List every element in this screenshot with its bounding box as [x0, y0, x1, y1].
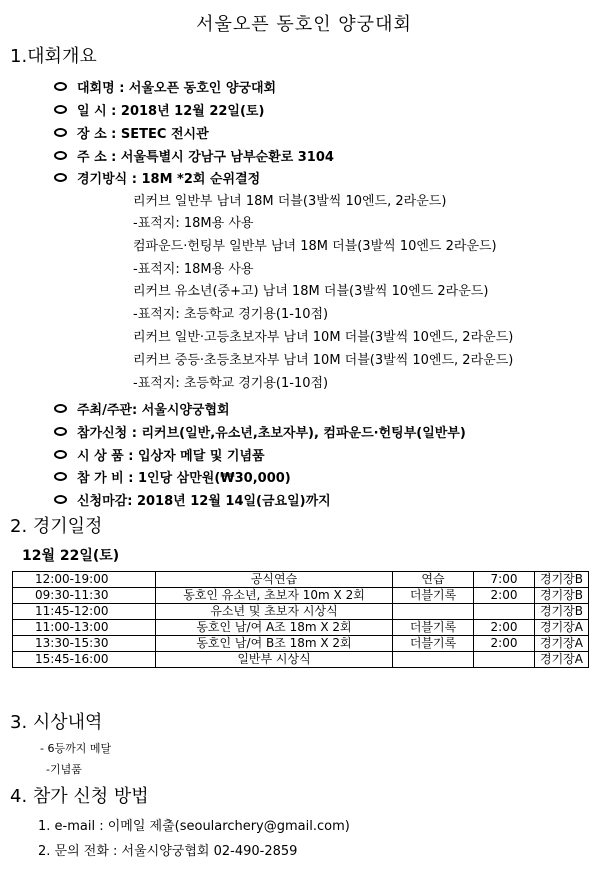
schedule-table [12, 571, 589, 668]
format-detail: -표적지: 18M용 사용 [133, 216, 254, 231]
format-detail: 리커브 일반부 남녀 18M 더블(3발씩 10엔드, 2라운드) [133, 194, 447, 209]
circle-bullet-icon [54, 128, 67, 137]
format-detail: -표적지: 초등학교 경기용(1-10점) [133, 307, 329, 322]
venue-cell: 경기장B [535, 604, 589, 620]
schedule-date: 12월 22일(토) [22, 548, 120, 564]
duration-cell: 2:00 [474, 620, 535, 636]
venue-cell: 경기장B [535, 572, 589, 588]
circle-bullet-icon [54, 173, 67, 182]
page-title: 서울오픈 동호인 양궁대회 [196, 14, 412, 35]
circle-bullet-icon [54, 82, 67, 91]
type-cell: 더블기록 [393, 620, 474, 636]
format-detail: 리커브 중등·초등초보자부 남녀 10M 더블(3발씩 10엔드, 2라운드) [133, 353, 514, 368]
table-row [13, 588, 589, 604]
event-cell: 일반부 시상식 [156, 652, 393, 668]
format-detail: -표적지: 초등학교 경기용(1-10점) [133, 376, 329, 391]
circle-bullet-icon [54, 427, 67, 436]
time-cell: 11:00-13:00 [13, 620, 156, 636]
table-row [13, 620, 589, 636]
type-cell [393, 652, 474, 668]
time-cell: 15:45-16:00 [13, 652, 156, 668]
event-cell: 공식연습 [156, 572, 393, 588]
type-cell: 연습 [393, 572, 474, 588]
duration-cell [474, 652, 535, 668]
duration-cell: 2:00 [474, 588, 535, 604]
event-cell: 동호인 유소년, 초보자 10m X 2회 [156, 588, 393, 604]
overview-item-deadline: 신청마감: 2018년 12월 14일(금요일)까지 [54, 490, 331, 509]
venue-cell: 경기장A [535, 636, 589, 652]
event-cell: 동호인 남/여 B조 18m X 2회 [156, 636, 393, 652]
time-cell: 12:00-19:00 [13, 572, 156, 588]
table-row [13, 604, 589, 620]
venue-cell: 경기장A [535, 652, 589, 668]
venue-cell: 경기장B [535, 588, 589, 604]
venue-cell: 경기장A [535, 620, 589, 636]
overview-item-prize: 시 상 품 : 입상자 메달 및 기념품 [54, 445, 265, 464]
format-detail: 리커브 일반·고등초보자부 남녀 10M 더블(3발씩 10엔드, 2라운드) [133, 330, 514, 345]
duration-cell: 2:00 [474, 636, 535, 652]
apply-phone-line: 2. 문의 전화 : 서울시양궁협회 02-490-2859 [38, 844, 298, 859]
overview-item-host: 주최/주관: 서울시양궁협회 [54, 399, 230, 418]
table-row [13, 636, 589, 652]
circle-bullet-icon [54, 105, 67, 114]
time-cell: 11:45-12:00 [13, 604, 156, 620]
overview-item-format: 경기방식 : 18M *2회 순위결정 [54, 168, 260, 187]
overview-item-fee: 참 가 비 : 1인당 삼만원(₩30,000) [54, 467, 291, 486]
overview-item-venue: 장 소 : SETEC 전시관 [54, 123, 209, 142]
apply-email-line: 1. e-mail : 이메일 제출(seoularchery@gmail.com) [38, 819, 350, 834]
circle-bullet-icon [54, 151, 67, 160]
award-line: -기념품 [46, 763, 82, 776]
circle-bullet-icon [54, 495, 67, 504]
format-detail: 컴파운드·헌팅부 일반부 남녀 18M 더블(3발씩 10엔드 2라운드) [133, 239, 497, 254]
circle-bullet-icon [54, 450, 67, 459]
section-2-heading: 2. 경기일정 [10, 516, 103, 537]
type-cell [393, 604, 474, 620]
section-1-heading: 1.대회개요 [10, 46, 97, 67]
duration-cell [474, 604, 535, 620]
event-cell: 유소년 및 초보자 시상식 [156, 604, 393, 620]
overview-item-name: 대회명 : 서울오픈 동호인 양궁대회 [54, 77, 276, 96]
time-cell: 09:30-11:30 [13, 588, 156, 604]
overview-item-registration: 참가신청 : 리커브(일반,유소년,초보자부), 컴파운드·헌팅부(일반부) [54, 422, 466, 441]
circle-bullet-icon [54, 472, 67, 481]
time-cell: 13:30-15:30 [13, 636, 156, 652]
overview-item-date: 일 시 : 2018년 12월 22일(토) [54, 100, 264, 119]
type-cell: 더블기록 [393, 588, 474, 604]
section-3-heading: 3. 시상내역 [10, 712, 103, 733]
event-cell: 동호인 남/여 A조 18m X 2회 [156, 620, 393, 636]
type-cell: 더블기록 [393, 636, 474, 652]
section-4-heading: 4. 참가 신청 방법 [10, 786, 149, 807]
overview-item-address: 주 소 : 서울특별시 강남구 남부순환로 3104 [54, 146, 334, 165]
duration-cell: 7:00 [474, 572, 535, 588]
format-detail: -표적지: 18M용 사용 [133, 262, 254, 277]
award-line: - 6등까지 메달 [40, 742, 112, 755]
format-detail: 리커브 유소년(중+고) 남녀 18M 더블(3발씩 10엔드 2라운드) [133, 284, 489, 299]
table-row [13, 652, 589, 668]
circle-bullet-icon [54, 404, 67, 413]
table-row [13, 572, 589, 588]
